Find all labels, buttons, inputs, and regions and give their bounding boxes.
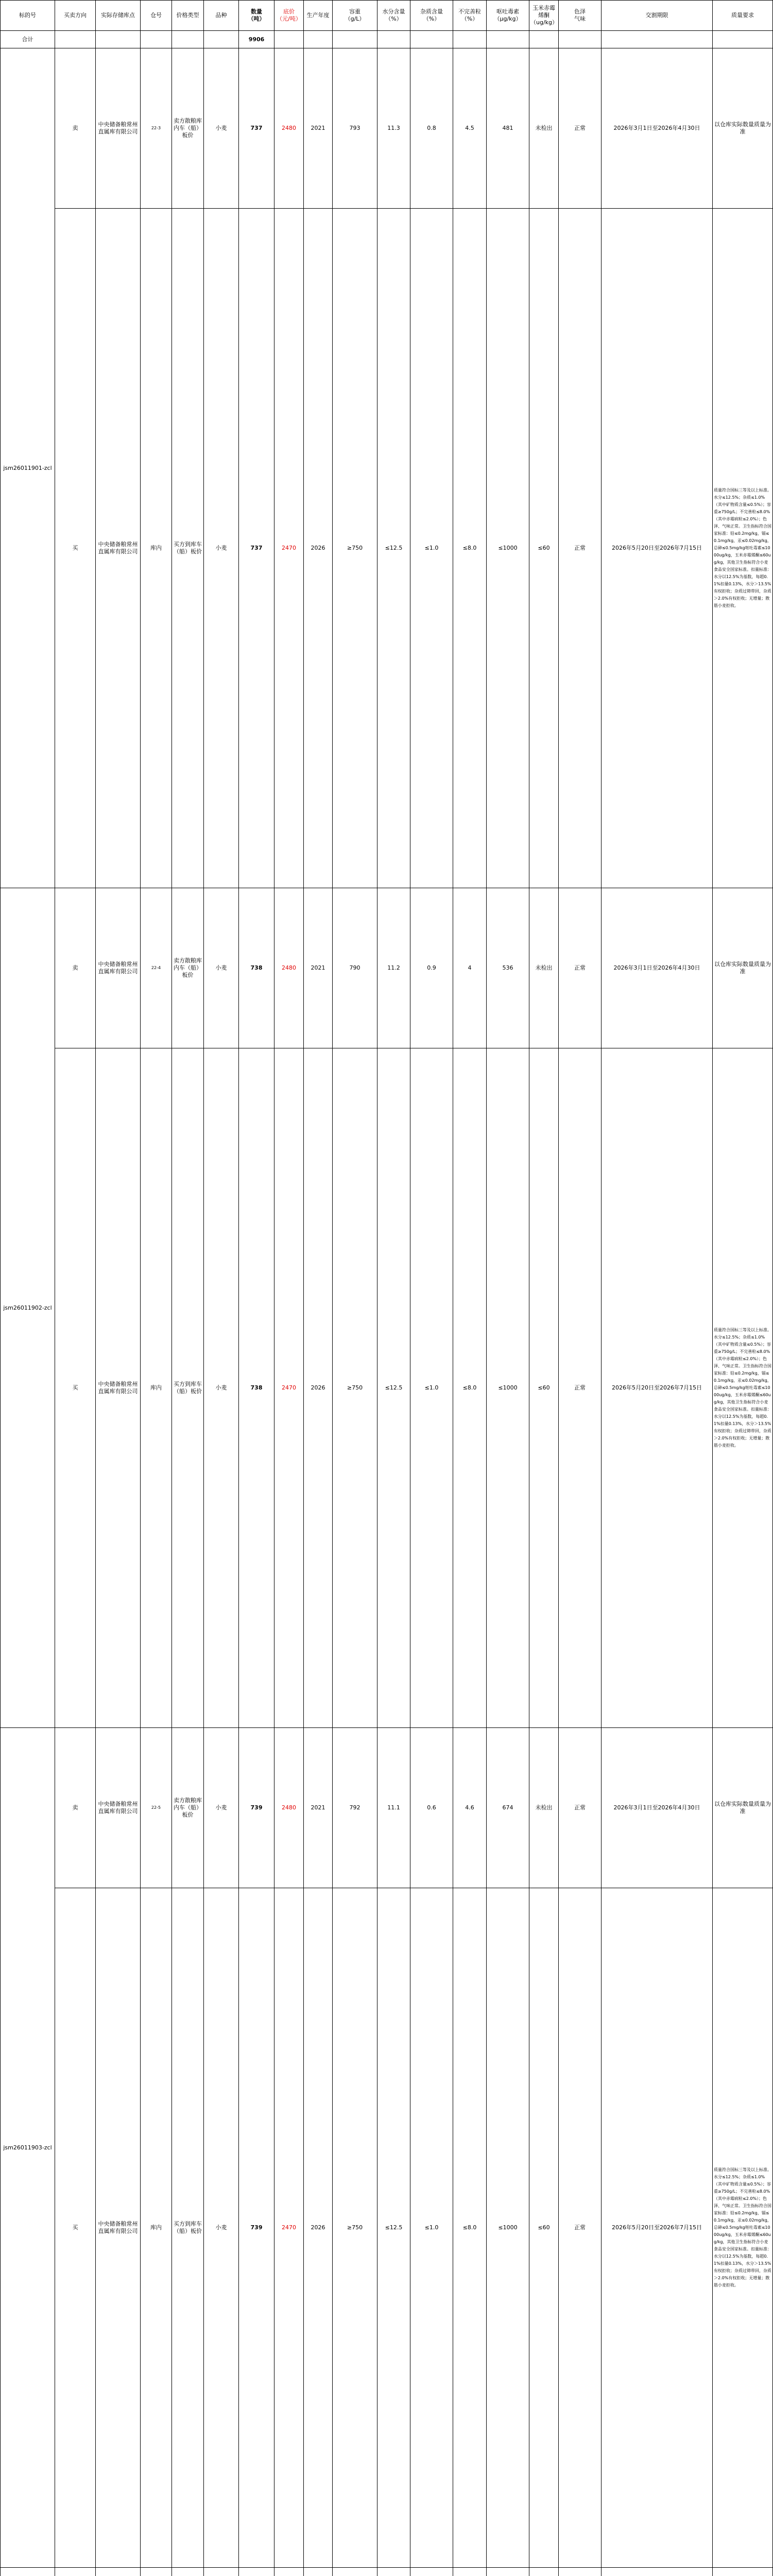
sell-price-cell: 2480 <box>274 48 304 209</box>
total-empty <box>713 31 773 48</box>
buy-year-cell: 2026 <box>304 209 333 888</box>
col-header-color <box>559 1 602 31</box>
total-empty <box>602 31 713 48</box>
col-header-imperfect <box>453 1 487 31</box>
sell-variety-cell <box>204 2568 239 2576</box>
sell-quality-cell: 以仓库实际数量质量为准 <box>713 888 773 1048</box>
sell-price-cell: 2480 <box>274 1728 304 1888</box>
sell-year-cell: 2021 <box>304 1728 333 1888</box>
total-empty <box>274 31 304 48</box>
buy-density-cell: ≥750 <box>333 1888 377 2568</box>
col-header-year: 生产年度 <box>304 1 333 31</box>
col-header-moisture-line1: 水分含量 <box>383 8 405 15</box>
col-header-density-line1: 容重 <box>349 8 360 15</box>
sell-density-cell: 790 <box>333 888 377 1048</box>
buy-bin-cell: 库内 <box>141 1888 172 2568</box>
buy-quality-cell: 质量符合国标三等及以上标准。水分≤12.5%；杂质≤1.0%（其中矿物质含量≤0.5%）；容重≥750g/L；不完善粒≤8.0%（其中赤霉病粒≤2.0%）；色泽、气味正常。卫生指标符合国家标准：铅≤0.2mg/kg，镉≤0.1mg/kg，汞≤0.02mg/kg，总砷≤0.5mg/kg呕吐毒素≤1000ug/kg，玉米赤霉烯酮≤60ug/kg，其他卫生指标符合小麦食品安全国家标准。扣量标准：水分以12.5%为基数，每超0.1%扣量0.13%，水分＞13.5%有权拒收；杂质过筛带回，杂质＞2.0%有权拒收；无增量；散筋小麦拒收。 <box>713 1888 773 2568</box>
sell-imperfect-cell: 4.6 <box>453 1728 487 1888</box>
header-row <box>1 1 773 31</box>
col-header-zen-line1: 玉米赤霉烯酮 <box>532 5 555 19</box>
buy-bin-cell: 库内 <box>141 1048 172 1728</box>
col-header-zen <box>529 1 559 31</box>
sell-price-cell <box>274 2568 304 2576</box>
sell-delivery-cell: 2026年3月1日至2026年4月30日 <box>602 48 713 209</box>
col-header-don-line1: 呕吐毒素 <box>496 8 519 15</box>
sell-year-cell: 2021 <box>304 888 333 1048</box>
buy-price-cell: 2470 <box>274 1888 304 2568</box>
col-header-quality: 质量要求 <box>713 1 773 31</box>
total-qty: 9906 <box>239 31 274 48</box>
sell-price-type-cell <box>172 2568 204 2576</box>
sell-row <box>1 888 773 1048</box>
sell-imperfect-cell: 4 <box>453 888 487 1048</box>
sell-direction-cell <box>55 2568 96 2576</box>
buy-row <box>1 1888 773 2568</box>
sell-variety-cell: 小麦 <box>204 48 239 209</box>
buy-price-type-cell: 买方到库车（船）板价 <box>172 209 204 888</box>
sell-price-cell: 2480 <box>274 888 304 1048</box>
sell-qty-cell: 739 <box>239 1728 274 1888</box>
buy-qty-cell: 739 <box>239 1888 274 2568</box>
col-header-direction: 买卖方向 <box>55 1 96 31</box>
col-header-price-line1: 底价 <box>283 8 295 15</box>
buy-year-cell: 2026 <box>304 1048 333 1728</box>
sell-don-cell <box>487 2568 529 2576</box>
table-body <box>1 31 773 2576</box>
sell-price-type-cell: 卖方散粮库内车（船）板价 <box>172 1728 204 1888</box>
sell-color-cell: 正常 <box>559 888 602 1048</box>
lot-id: jsm26011901-zcl <box>1 48 55 888</box>
sell-year-cell: 2021 <box>304 48 333 209</box>
buy-moisture-cell: ≤12.5 <box>377 1048 410 1728</box>
buy-don-cell: ≤1000 <box>487 1888 529 2568</box>
sell-imperfect-cell: 4.5 <box>453 48 487 209</box>
total-empty <box>333 31 377 48</box>
sell-location-cell <box>96 2568 141 2576</box>
sell-moisture-cell: 11.1 <box>377 1728 410 1888</box>
buy-price-cell: 2470 <box>274 1048 304 1728</box>
sell-color-cell <box>559 2568 602 2576</box>
col-header-lot: 标的号 <box>1 1 55 31</box>
col-header-qty <box>239 1 274 31</box>
total-label: 合计 <box>1 31 55 48</box>
col-header-density-line2: （g/L） <box>345 15 365 22</box>
sell-bin-cell: 22-3 <box>141 48 172 209</box>
sell-row <box>1 2568 773 2576</box>
sell-price-type-cell: 卖方散粮库内车（船）板价 <box>172 48 204 209</box>
sell-moisture-cell: 11.2 <box>377 888 410 1048</box>
col-header-variety: 品种 <box>204 1 239 31</box>
lot-id: jsm26011902-zcl <box>1 888 55 1728</box>
sell-variety-cell: 小麦 <box>204 1728 239 1888</box>
col-header-color-line1: 色泽 <box>574 8 586 15</box>
buy-delivery-cell: 2026年5月20日至2026年7月15日 <box>602 209 713 888</box>
lot-id <box>1 2568 55 2576</box>
sell-location-cell: 中央储备粮常州直属库有限公司 <box>96 48 141 209</box>
buy-row <box>1 209 773 888</box>
buy-qty-cell: 737 <box>239 209 274 888</box>
buy-variety-cell: 小麦 <box>204 1888 239 2568</box>
buy-price-cell: 2470 <box>274 209 304 888</box>
col-header-qty-line1: 数量 <box>251 8 262 15</box>
sell-year-cell <box>304 2568 333 2576</box>
buy-delivery-cell: 2026年5月20日至2026年7月15日 <box>602 1888 713 2568</box>
sell-direction-cell: 卖 <box>55 1728 96 1888</box>
sell-zen-cell: 未检出 <box>529 48 559 209</box>
sell-quality-cell: 以仓库实际数量质量为准 <box>713 1728 773 1888</box>
buy-density-cell: ≥750 <box>333 209 377 888</box>
buy-impurity-cell: ≤1.0 <box>410 209 453 888</box>
total-empty <box>559 31 602 48</box>
total-empty <box>172 31 204 48</box>
sell-quality-cell <box>713 2568 773 2576</box>
buy-impurity-cell: ≤1.0 <box>410 1888 453 2568</box>
buy-quality-cell: 质量符合国标三等及以上标准。水分≤12.5%；杂质≤1.0%（其中矿物质含量≤0.5%）；容重≥750g/L；不完善粒≤8.0%（其中赤霉病粒≤2.0%）；色泽、气味正常。卫生指标符合国家标准：铅≤0.2mg/kg，镉≤0.1mg/kg，汞≤0.02mg/kg，总砷≤0.5mg/kg呕吐毒素≤1000ug/kg，玉米赤霉烯酮≤60ug/kg，其他卫生指标符合小麦食品安全国家标准。扣量标准：水分以12.5%为基数，每超0.1%扣量0.13%，水分＞13.5%有权拒收；杂质过筛带回，杂质＞2.0%有权拒收；无增量；散筋小麦拒收。 <box>713 209 773 888</box>
buy-qty-cell: 738 <box>239 1048 274 1728</box>
sell-bin-cell: 22-5 <box>141 1728 172 1888</box>
buy-imperfect-cell: ≤8.0 <box>453 1048 487 1728</box>
sell-density-cell: 792 <box>333 1728 377 1888</box>
buy-imperfect-cell: ≤8.0 <box>453 1888 487 2568</box>
buy-color-cell: 正常 <box>559 1048 602 1728</box>
buy-direction-cell: 买 <box>55 209 96 888</box>
total-empty <box>55 31 96 48</box>
sell-delivery-cell: 2026年3月1日至2026年4月30日 <box>602 1728 713 1888</box>
col-header-impurity-line1: 杂质含量 <box>420 8 443 15</box>
buy-variety-cell: 小麦 <box>204 1048 239 1728</box>
sell-impurity-cell <box>410 2568 453 2576</box>
buy-imperfect-cell: ≤8.0 <box>453 209 487 888</box>
col-header-moisture <box>377 1 410 31</box>
col-header-price-type: 价格类型 <box>172 1 204 31</box>
total-empty <box>487 31 529 48</box>
buy-don-cell: ≤1000 <box>487 1048 529 1728</box>
sell-color-cell: 正常 <box>559 48 602 209</box>
buy-color-cell: 正常 <box>559 1888 602 2568</box>
buy-location-cell: 中央储备粮常州直属库有限公司 <box>96 1048 141 1728</box>
col-header-impurity <box>410 1 453 31</box>
col-header-zen-line2: （ug/kg） <box>530 19 558 26</box>
sell-delivery-cell <box>602 2568 713 2576</box>
sell-zen-cell <box>529 2568 559 2576</box>
sell-qty-cell: 737 <box>239 48 274 209</box>
col-header-imperfect-line2: （%） <box>461 15 478 22</box>
sell-density-cell <box>333 2568 377 2576</box>
sell-row <box>1 48 773 209</box>
sell-location-cell: 中央储备粮常州直属库有限公司 <box>96 888 141 1048</box>
total-empty <box>529 31 559 48</box>
col-header-don <box>487 1 529 31</box>
buy-variety-cell: 小麦 <box>204 209 239 888</box>
sell-don-cell: 481 <box>487 48 529 209</box>
total-empty <box>204 31 239 48</box>
buy-delivery-cell: 2026年5月20日至2026年7月15日 <box>602 1048 713 1728</box>
buy-zen-cell: ≤60 <box>529 1048 559 1728</box>
col-header-price <box>274 1 304 31</box>
col-header-bin: 仓号 <box>141 1 172 31</box>
buy-price-type-cell: 买方到库车（船）板价 <box>172 1888 204 2568</box>
buy-impurity-cell: ≤1.0 <box>410 1048 453 1728</box>
buy-direction-cell: 买 <box>55 1888 96 2568</box>
total-empty <box>410 31 453 48</box>
sell-quality-cell: 以仓库实际数量质量为准 <box>713 48 773 209</box>
buy-direction-cell: 买 <box>55 1048 96 1728</box>
buy-moisture-cell: ≤12.5 <box>377 209 410 888</box>
sell-zen-cell: 未检出 <box>529 888 559 1048</box>
sell-direction-cell: 卖 <box>55 48 96 209</box>
total-row <box>1 31 773 48</box>
lot-id: jsm26011903-zcl <box>1 1728 55 2568</box>
sell-density-cell: 793 <box>333 48 377 209</box>
total-empty <box>304 31 333 48</box>
sell-qty-cell: 738 <box>239 888 274 1048</box>
sell-variety-cell: 小麦 <box>204 888 239 1048</box>
buy-color-cell: 正常 <box>559 209 602 888</box>
buy-zen-cell: ≤60 <box>529 209 559 888</box>
buy-quality-cell: 质量符合国标三等及以上标准。水分≤12.5%；杂质≤1.0%（其中矿物质含量≤0.5%）；容重≥750g/L；不完善粒≤8.0%（其中赤霉病粒≤2.0%）；色泽、气味正常。卫生指标符合国家标准：铅≤0.2mg/kg，镉≤0.1mg/kg，汞≤0.02mg/kg，总砷≤0.5mg/kg呕吐毒素≤1000ug/kg，玉米赤霉烯酮≤60ug/kg，其他卫生指标符合小麦食品安全国家标准。扣量标准：水分以12.5%为基数，每超0.1%扣量0.13%，水分＞13.5%有权拒收；杂质过筛带回，杂质＞2.0%有权拒收；无增量；散筋小麦拒收。 <box>713 1048 773 1728</box>
total-empty <box>96 31 141 48</box>
buy-price-type-cell: 买方到库车（船）板价 <box>172 1048 204 1728</box>
col-header-density <box>333 1 377 31</box>
buy-bin-cell: 库内 <box>141 209 172 888</box>
buy-zen-cell: ≤60 <box>529 1888 559 2568</box>
sell-don-cell: 536 <box>487 888 529 1048</box>
buy-density-cell: ≥750 <box>333 1048 377 1728</box>
sell-delivery-cell: 2026年3月1日至2026年4月30日 <box>602 888 713 1048</box>
buy-location-cell: 中央储备粮常州直属库有限公司 <box>96 209 141 888</box>
sell-direction-cell: 卖 <box>55 888 96 1048</box>
sell-impurity-cell: 0.9 <box>410 888 453 1048</box>
buy-location-cell: 中央储备粮常州直属库有限公司 <box>96 1888 141 2568</box>
sell-zen-cell: 未检出 <box>529 1728 559 1888</box>
col-header-imperfect-line1: 不完善粒 <box>458 8 481 15</box>
sell-location-cell: 中央储备粮常州直属库有限公司 <box>96 1728 141 1888</box>
sell-impurity-cell: 0.6 <box>410 1728 453 1888</box>
sell-don-cell: 674 <box>487 1728 529 1888</box>
sell-row <box>1 1728 773 1888</box>
col-header-location: 实际存储库点 <box>96 1 141 31</box>
col-header-delivery: 交割期限 <box>602 1 713 31</box>
col-header-price-line2: （元/吨） <box>277 15 301 22</box>
total-empty <box>453 31 487 48</box>
sell-impurity-cell: 0.8 <box>410 48 453 209</box>
buy-row <box>1 1048 773 1728</box>
sell-moisture-cell: 11.3 <box>377 48 410 209</box>
buy-don-cell: ≤1000 <box>487 209 529 888</box>
sell-color-cell: 正常 <box>559 1728 602 1888</box>
total-empty <box>141 31 172 48</box>
sell-bin-cell: 22-4 <box>141 888 172 1048</box>
sell-moisture-cell <box>377 2568 410 2576</box>
sell-price-type-cell: 卖方散粮库内车（船）板价 <box>172 888 204 1048</box>
col-header-impurity-line2: （%） <box>423 15 440 22</box>
col-header-qty-line2: （吨） <box>248 15 265 22</box>
buy-year-cell: 2026 <box>304 1888 333 2568</box>
col-header-moisture-line2: （%） <box>385 15 402 22</box>
total-empty <box>377 31 410 48</box>
col-header-color-line2: 气味 <box>574 15 586 22</box>
sell-qty-cell <box>239 2568 274 2576</box>
sell-imperfect-cell <box>453 2568 487 2576</box>
col-header-don-line2: （μg/kg） <box>494 15 521 22</box>
sell-bin-cell <box>141 2568 172 2576</box>
buy-moisture-cell: ≤12.5 <box>377 1888 410 2568</box>
